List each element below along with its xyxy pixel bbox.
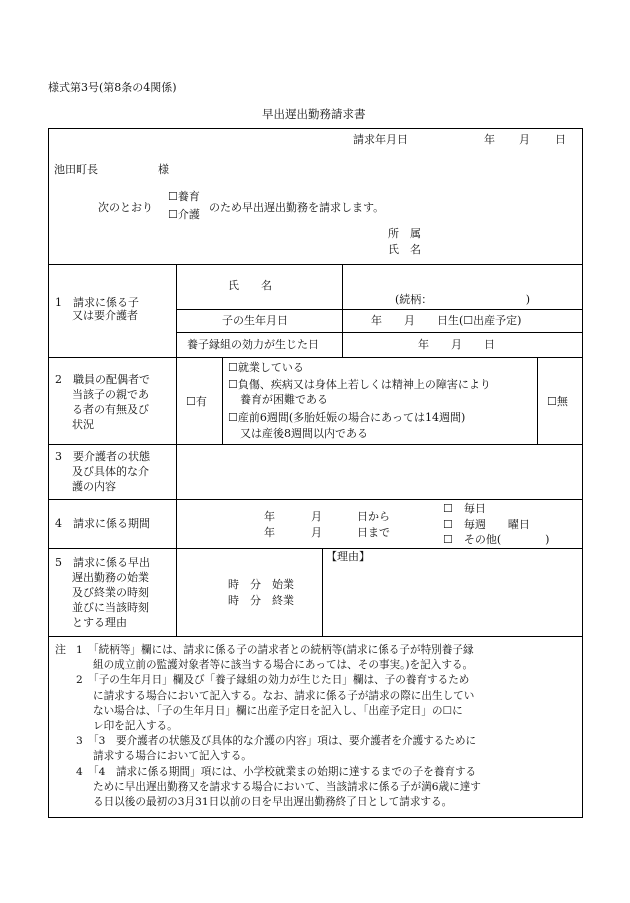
s4-from-year: 年 xyxy=(264,510,275,523)
s5-reason-label: 【理由】 xyxy=(326,550,370,563)
s1-adoption-value[interactable]: 年 月 日 xyxy=(418,338,495,351)
s2-label-line: 2 職員の配偶者で xyxy=(55,373,150,386)
s5-label-line: 5 請求に係る早出 xyxy=(55,556,150,569)
addressee-honorific: 様 xyxy=(158,163,169,176)
divider xyxy=(176,332,583,333)
note-line: る日以後の最初の3月31日以前の日を早出遅出勤務終了日として請求する。 xyxy=(93,796,453,809)
s3-label-line: 護の内容 xyxy=(72,480,116,493)
note-line: に請求する場合において記入する。なお、請求に係る子が請求の際に出生してい xyxy=(93,689,475,702)
s2-label-line: る者の有無及び xyxy=(72,403,149,416)
divider xyxy=(537,357,538,444)
note-line: 2 「子の生年月日」欄及び「養子縁組の効力が生じた日」欄は、子の養育するため xyxy=(76,674,470,687)
s2-label xyxy=(55,372,150,432)
date-day: 日 xyxy=(555,133,566,146)
note-line: 請求する場合において記入する。 xyxy=(93,750,252,763)
s1-label-line: 1 請求に係る子 xyxy=(55,296,139,309)
divider xyxy=(342,264,343,357)
s1-name-label: 氏 名 xyxy=(228,279,272,292)
s5-label xyxy=(55,555,150,630)
s4-checkbox-other[interactable]: ☐ その他( ) xyxy=(443,533,550,546)
s5-label-line: 及び終業の時刻 xyxy=(72,586,149,599)
s5-start-time[interactable]: 時 分 始業 xyxy=(228,578,294,591)
divider xyxy=(48,444,583,445)
s4-from-day: 日から xyxy=(357,510,390,523)
form-title: 早出遅出勤務請求書 xyxy=(262,107,366,121)
divider xyxy=(48,548,583,549)
request-prefix: 次のとおり xyxy=(98,201,153,214)
checkbox-nursing[interactable]: ☐介護 xyxy=(168,208,200,221)
notes-list xyxy=(76,643,481,810)
note-line: ために早出遅出勤務又を請求する場合において、当該請求に係る子が満6歳に達す xyxy=(93,780,481,793)
s4-from-month: 月 xyxy=(311,510,322,523)
s1-label xyxy=(55,296,139,322)
s1-adoption-label: 養子縁組の効力が生じた日 xyxy=(187,338,319,351)
s5-label-line: 並びに当該時刻 xyxy=(72,601,149,614)
s2-option-illness[interactable]: ☐負傷、疾病又は身体上若しくは精神上の障害により xyxy=(228,378,491,391)
s1-birth-value[interactable]: 年 月 日生(☐出産予定) xyxy=(371,314,522,327)
s5-label-line: とする理由 xyxy=(72,616,127,629)
affiliation-label: 所 属 xyxy=(388,227,421,240)
s4-to-year: 年 xyxy=(264,526,275,539)
divider xyxy=(222,357,223,444)
divider xyxy=(176,309,583,310)
date-year: 年 xyxy=(484,133,495,146)
s5-end-time[interactable]: 時 分 終業 xyxy=(228,594,294,607)
s4-label: 4 請求に係る期間 xyxy=(55,517,150,530)
form-number: 様式第3号(第8条の4関係) xyxy=(48,81,177,94)
note-line: 1 「続柄等」欄には、請求に係る子の請求者との続柄等(請求に係る子が特別養子縁 xyxy=(76,644,474,656)
divider xyxy=(176,264,177,636)
s2-option-maternity-cont: 又は産後8週間以内である xyxy=(240,427,368,440)
s4-checkbox-weekly[interactable]: ☐ 毎週 曜日 xyxy=(443,518,530,531)
s2-option-working[interactable]: ☐就業している xyxy=(228,361,304,374)
note-line: レ印を記入する。 xyxy=(93,720,178,733)
s2-option-maternity[interactable]: ☐産前6週間(多胎妊娠の場合にあっては14週間) xyxy=(228,411,466,424)
s3-label xyxy=(55,449,150,494)
s2-option-illness-cont: 養育が困難である xyxy=(240,393,328,406)
note-line: 4 「4 請求に係る期間」項には、小学校就業まの始期に達するまでの子を養育する xyxy=(76,765,477,778)
s3-label-line: 3 要介護者の状態 xyxy=(55,450,150,463)
date-month: 月 xyxy=(519,133,530,146)
checkbox-childcare[interactable]: ☐養育 xyxy=(168,190,200,203)
divider xyxy=(48,636,583,637)
addressee: 池田町長 xyxy=(54,163,98,176)
s2-checkbox-yes[interactable]: ☐有 xyxy=(186,395,207,408)
name-label: 氏 名 xyxy=(388,243,421,256)
divider xyxy=(322,548,323,636)
s2-label-line: 当該子の親であ xyxy=(72,388,149,401)
s2-label-line: 状況 xyxy=(72,418,94,431)
s1-relation-field[interactable]: (続柄： ) xyxy=(395,293,531,306)
divider xyxy=(48,357,583,358)
s1-label-line: 又は要介護者 xyxy=(72,309,138,323)
s2-checkbox-no[interactable]: ☐無 xyxy=(547,395,568,408)
notes-heading: 注 xyxy=(55,643,66,656)
divider xyxy=(48,264,583,265)
s1-birth-label: 子の生年月日 xyxy=(222,314,288,327)
s4-checkbox-daily[interactable]: ☐ 毎日 xyxy=(443,502,486,515)
s4-to-month: 月 xyxy=(311,526,322,539)
request-suffix: のため早出遅出勤務を請求します。 xyxy=(209,201,385,214)
s5-label-line: 遅出勤務の始業 xyxy=(72,571,149,584)
s3-label-line: 及び具体的な介 xyxy=(72,465,149,478)
request-date-label: 請求年月日 xyxy=(353,133,408,146)
note-line: 3 「3 要介護者の状態及び具体的な介護の内容」項は、要介護者を介護するために xyxy=(76,735,477,748)
note-line: ない場合は、「子の生年月日」欄に出産予定日を記入し、「出産予定日」の☐に xyxy=(93,704,463,717)
s4-to-day: 日まで xyxy=(357,526,390,539)
note-line: 組の成立前の監護対象者等に該当する場合にあっては、その事実。)を記入する。 xyxy=(93,659,474,672)
divider xyxy=(48,499,583,500)
